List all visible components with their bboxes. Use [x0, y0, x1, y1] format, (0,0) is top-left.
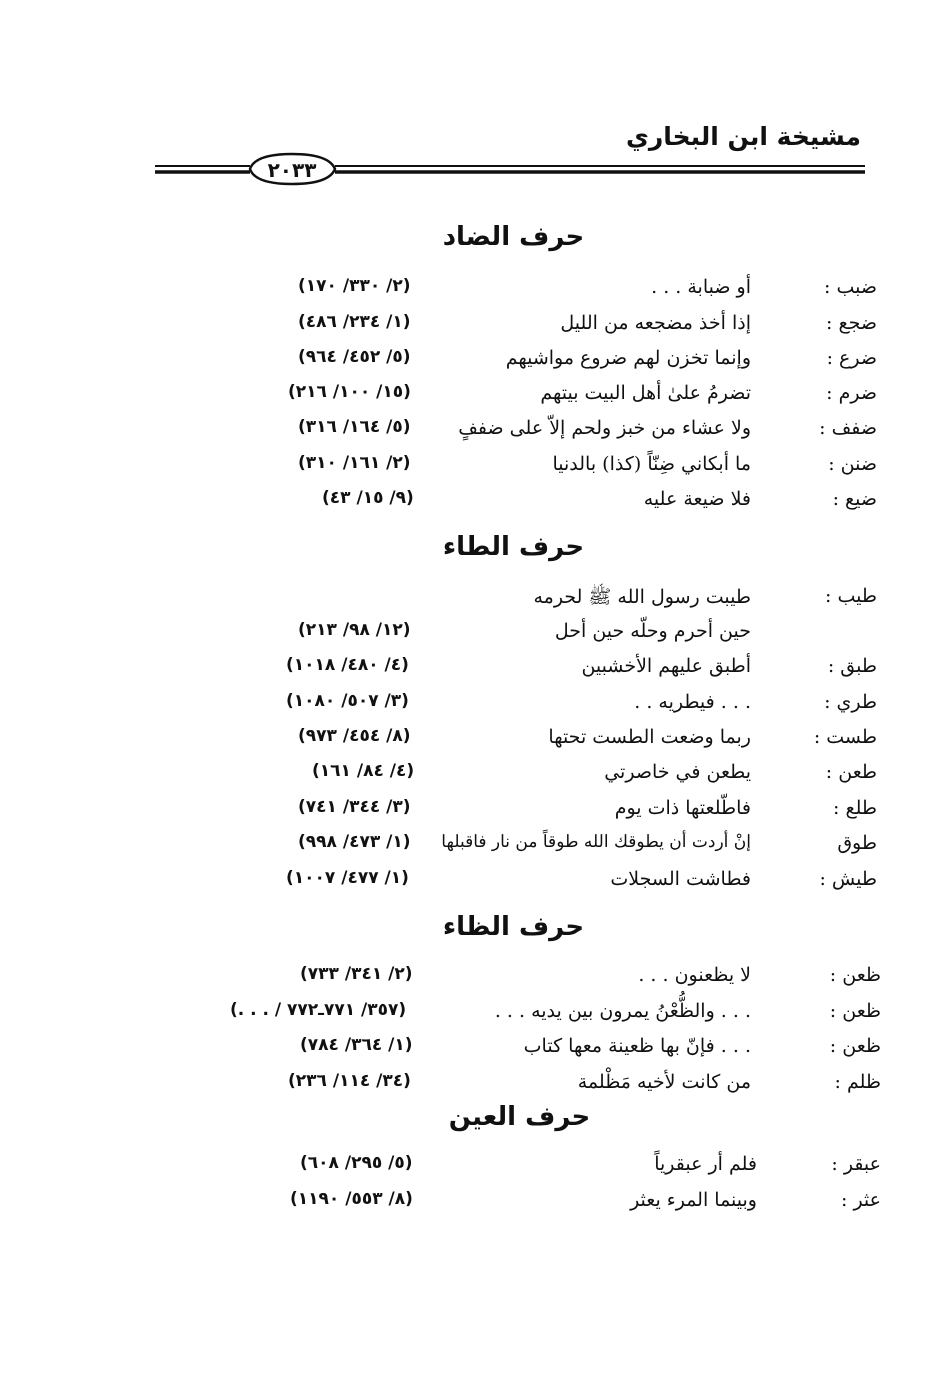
entry-root: ظعن : [829, 1035, 881, 1057]
entry-text: فلا ضيعة عليه [643, 488, 751, 510]
entry-text: فلم أر عبقرياً [654, 1153, 757, 1175]
entry-row [0, 347, 947, 383]
entry-text: فطاشت السجلات [610, 868, 751, 890]
entry-root: ضيع : [832, 488, 877, 510]
entry-row [0, 276, 947, 312]
entry-row [0, 417, 947, 453]
entry-row [0, 964, 947, 1000]
entry-root: ظعن : [829, 964, 881, 986]
entry-row [0, 585, 947, 621]
entry-text: وبينما المرء يعثر [630, 1189, 757, 1211]
entry-text: فاطّلعتها ذات يوم [614, 797, 751, 819]
entry-root: طلع : [833, 797, 877, 819]
entry-root: طيب : [825, 585, 877, 607]
entry-reference: (٣/ ٥٠٧/ ١٠٨٠) [286, 691, 409, 711]
entry-root: ضرم : [826, 382, 877, 404]
section-heading: حرف الضاد [442, 222, 585, 252]
header-rule [155, 150, 865, 192]
entry-reference: (٣/ ٣٤٤/ ٧٤١) [298, 797, 411, 817]
page-number: ٢٠٣٣ [267, 158, 317, 182]
entry-row [0, 797, 947, 833]
entry-root: عبقر : [831, 1153, 881, 1175]
entry-root: طبق : [827, 655, 877, 677]
entry-text: تضرمُ علىٰ أهل البيت بيتهم [540, 382, 751, 404]
entry-row [0, 453, 947, 489]
entry-root: طيش : [819, 868, 877, 890]
entry-root: طوق [837, 832, 877, 854]
entry-reference: (١/ ٤٧٧/ ١٠٠٧) [286, 868, 409, 888]
entry-row [0, 655, 947, 691]
entry-row [0, 691, 947, 727]
entry-text: . . . فإنّ بها ظعينة معها كتاب [523, 1035, 751, 1057]
entry-text: إنْ أردت أن يطوقك الله طوقاً من نار فاقبلها [441, 832, 751, 852]
entry-reference: (٥/ ١٦٤/ ٣١٦) [298, 417, 411, 437]
entry-text: يطعن في خاصرتي [604, 761, 751, 783]
entry-row [0, 868, 947, 904]
entry-reference: (١/ ٤٧٣/ ٩٩٨) [298, 832, 411, 852]
entry-row [0, 488, 947, 524]
section-heading: حرف الظاء [442, 912, 585, 942]
entry-text: ولا عشاء من خبز ولحم إلاّ على ضففٍ [458, 417, 751, 439]
entry-text: لا يظعنون . . . [638, 964, 751, 986]
entry-root: ضرع : [826, 347, 877, 369]
entry-text: أطبق عليهم الأخشبين [581, 655, 751, 677]
entry-reference: (١٥/ ١٠٠/ ٢١٦) [288, 382, 411, 402]
entry-text: . . . والظُّعْنُ يمرون بين يديه . . . [494, 1000, 751, 1022]
entry-text: ما أبكاني ضِنّاً (كذا) بالدنيا [552, 453, 751, 475]
entry-text: وإنما تخزن لهم ضروع مواشيهم [505, 347, 751, 369]
entry-root: ظلم : [834, 1071, 881, 1093]
entry-row [0, 1189, 947, 1225]
entry-root: ظعن : [829, 1000, 881, 1022]
entry-reference: (٤/ ٤٨٠/ ١٠١٨) [286, 655, 409, 675]
entry-text: . . . فيطريه . . [634, 691, 751, 713]
entry-reference: (٩/ ١٥/ ٤٣) [322, 488, 414, 508]
entry-row [0, 312, 947, 348]
entry-text: أو ضبابة . . . [651, 276, 751, 298]
entry-row [0, 620, 947, 656]
entry-reference: (٤/ ٨٤/ ١٦١) [312, 761, 415, 781]
entry-root: طعن : [825, 761, 877, 783]
entry-root: طست : [813, 726, 877, 748]
entry-row [0, 1035, 947, 1071]
entry-text: من كانت لأخيه مَظْلمة [577, 1071, 751, 1093]
entry-reference: (١/ ٣٦٤/ ٧٨٤) [300, 1035, 413, 1055]
running-title: مشيخة ابن البخاري [625, 122, 861, 151]
entry-reference: (٥/ ٢٩٥/ ٦٠٨) [300, 1153, 413, 1173]
entry-row [0, 382, 947, 418]
entry-row [0, 726, 947, 762]
entry-reference: (. . . / ٣٥٧/ ٧٧١ـ٧٧٢) [230, 1000, 407, 1020]
entry-row [0, 1153, 947, 1189]
entry-text: طيبت رسول الله ﷺ لحرمه [533, 586, 751, 608]
section-heading: حرف العين [448, 1102, 591, 1132]
entry-reference: (٢/ ٣٤١/ ٧٣٣) [300, 964, 413, 984]
entry-reference: (٨/ ٤٥٤/ ٩٧٣) [298, 726, 411, 746]
entry-reference: (٢/ ١٦١/ ٣١٠) [298, 453, 411, 473]
entry-root: ضبب : [824, 276, 877, 298]
entry-root: ضجع : [826, 312, 877, 334]
entry-reference: (١/ ٢٣٤/ ٤٨٦) [298, 312, 411, 332]
entry-reference: (١٢/ ٩٨/ ٢١٣) [298, 620, 411, 640]
entry-row [0, 1000, 947, 1036]
entry-row [0, 832, 947, 868]
entry-text: ربما وضعت الطست تحتها [548, 726, 751, 748]
entry-reference: (٣٤/ ١١٤/ ٢٣٦) [288, 1071, 411, 1091]
entry-text: حين أحرم وحلّه حين أحل [554, 620, 751, 642]
entry-reference: (٢/ ٣٣٠/ ١٧٠) [298, 276, 411, 296]
entry-reference: (٥/ ٤٥٢/ ٩٦٤) [298, 347, 411, 367]
entry-row [0, 761, 947, 797]
entry-reference: (٨/ ٥٥٣/ ١١٩٠) [290, 1189, 413, 1209]
entry-root: طري : [824, 691, 877, 713]
entry-text: إذا أخذ مضجعه من الليل [560, 312, 751, 334]
section-heading: حرف الطاء [442, 532, 585, 562]
entry-root: ضفف : [819, 417, 877, 439]
entry-root: ضنن : [828, 453, 877, 475]
entry-root: عثر : [841, 1189, 881, 1211]
